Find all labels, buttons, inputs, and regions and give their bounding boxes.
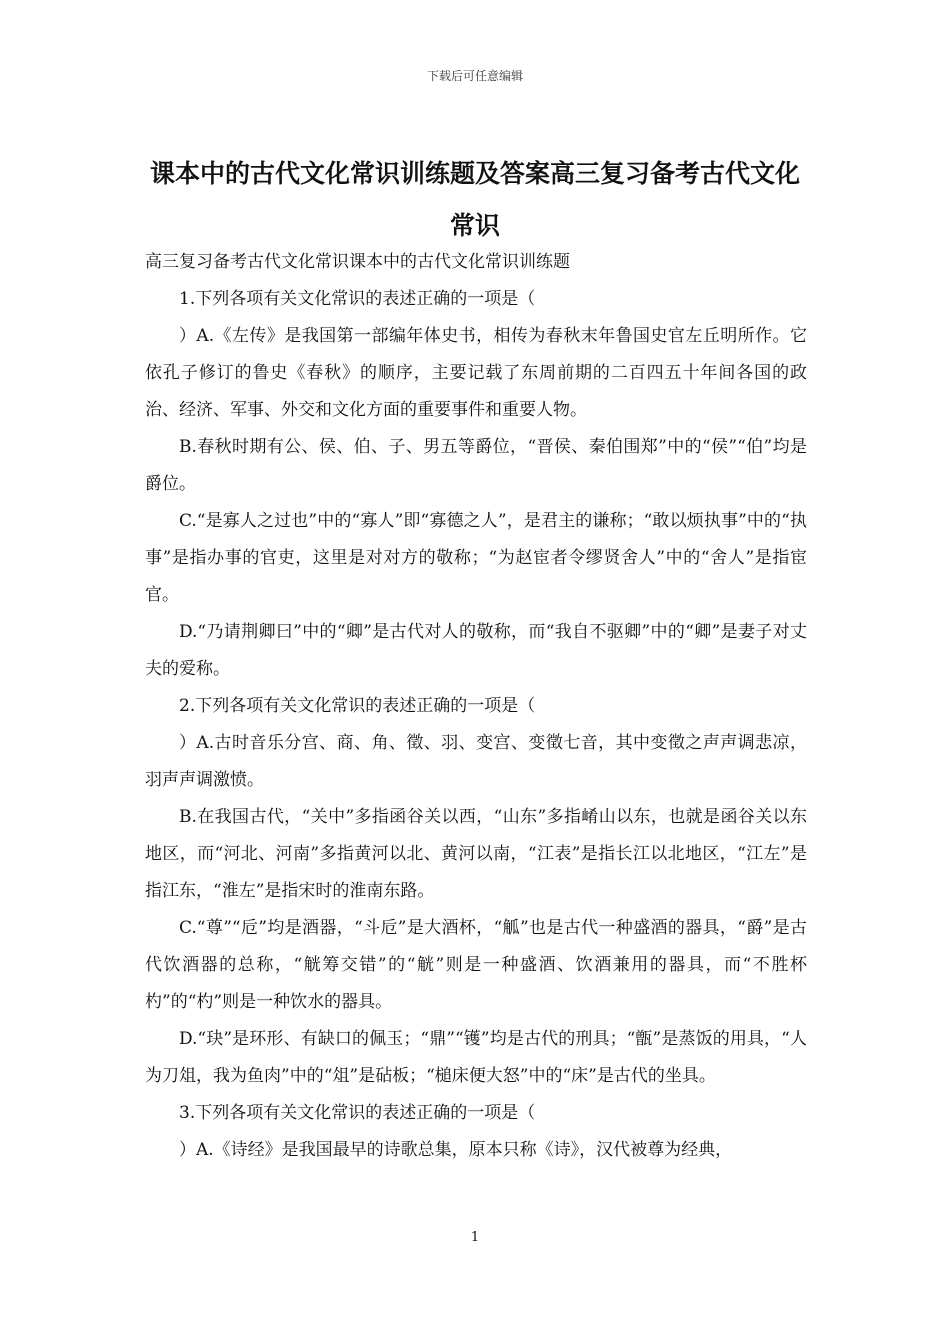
q1-option-c: C.“是寡人之过也”中的“寡人”即“寡德之人”，是君主的谦称；“敢以烦执事”中的“执事”是指办事的官吏，这里是对对方的敬称；“为赵宦者令缪贤舍人”中的“舍人”是指宦官。 — [145, 511, 807, 605]
q2-option-a: ）A.古时音乐分宫、商、角、徵、羽、变宫、变徵七音，其中变徵之声声调悲凉，羽声声调激愤。 — [145, 733, 807, 790]
q2-option-b: B.在我国古代，“关中”多指函谷关以西，“山东”多指崤山以东，也就是函谷关以东地区，而“河北、河南”多指黄河以北、黄河以南，“江表”是指长江以北地区，“江左”是指江东，“淮左”是指宋时的淮南东路。 — [145, 807, 807, 901]
question-1: 1.下列各项有关文化常识的表述正确的一项是（ — [179, 289, 536, 309]
q1-option-d: D.“乃请荆卿曰”中的“卿”是古代对人的敬称，而“我自不驱卿”中的“卿”是妻子对丈夫的爱称。 — [145, 622, 807, 679]
subtitle: 高三复习备考古代文化常识课本中的古代文化常识训练题 — [145, 252, 570, 272]
question-2: 2.下列各项有关文化常识的表述正确的一项是（ — [179, 696, 536, 716]
q2-option-c: C.“尊”“卮”均是酒器，“斗卮”是大酒杯，“觚”也是古代一种盛酒的器具，“爵”是古代饮酒器的总称，“觥筹交错”的“觥”则是一种盛酒、饮酒兼用的器具，而“不胜杯杓”的“杓”则是一种饮水的器具。 — [145, 918, 807, 1012]
page-header: 下载后可任意编辑 — [426, 69, 523, 83]
q3-option-a: ）A.《诗经》是我国最早的诗歌总集，原本只称《诗》，汉代被尊为经典， — [179, 1140, 733, 1160]
page-title: 课本中的古代文化常识训练题及答案高三复习备考古代文化常识 — [149, 159, 800, 240]
q2-option-d: D.“玦”是环形、有缺口的佩玉；“鼎”“镬”均是古代的刑具；“甑”是蒸饭的用具，“人为刀俎，我为鱼肉”中的“俎”是砧板；“槌床便大怒”中的“床”是古代的坐具。 — [145, 1029, 807, 1086]
question-3: 3.下列各项有关文化常识的表述正确的一项是（ — [179, 1103, 536, 1123]
q1-option-a: ）A.《左传》是我国第一部编年体史书，相传为春秋末年鲁国史官左丘明所作。它依孔子修订的鲁史《春秋》的顺序，主要记载了东周前期的二百四五十年间各国的政治、经济、军事、外交和文化方面的重要事件和重要人物。 — [145, 326, 807, 420]
q1-option-b: B.春秋时期有公、侯、伯、子、男五等爵位，“晋侯、秦伯围郑”中的“侯”“伯”均是爵位。 — [145, 437, 807, 494]
document-body — [145, 244, 807, 1169]
page-number: 1 — [470, 1230, 480, 1245]
